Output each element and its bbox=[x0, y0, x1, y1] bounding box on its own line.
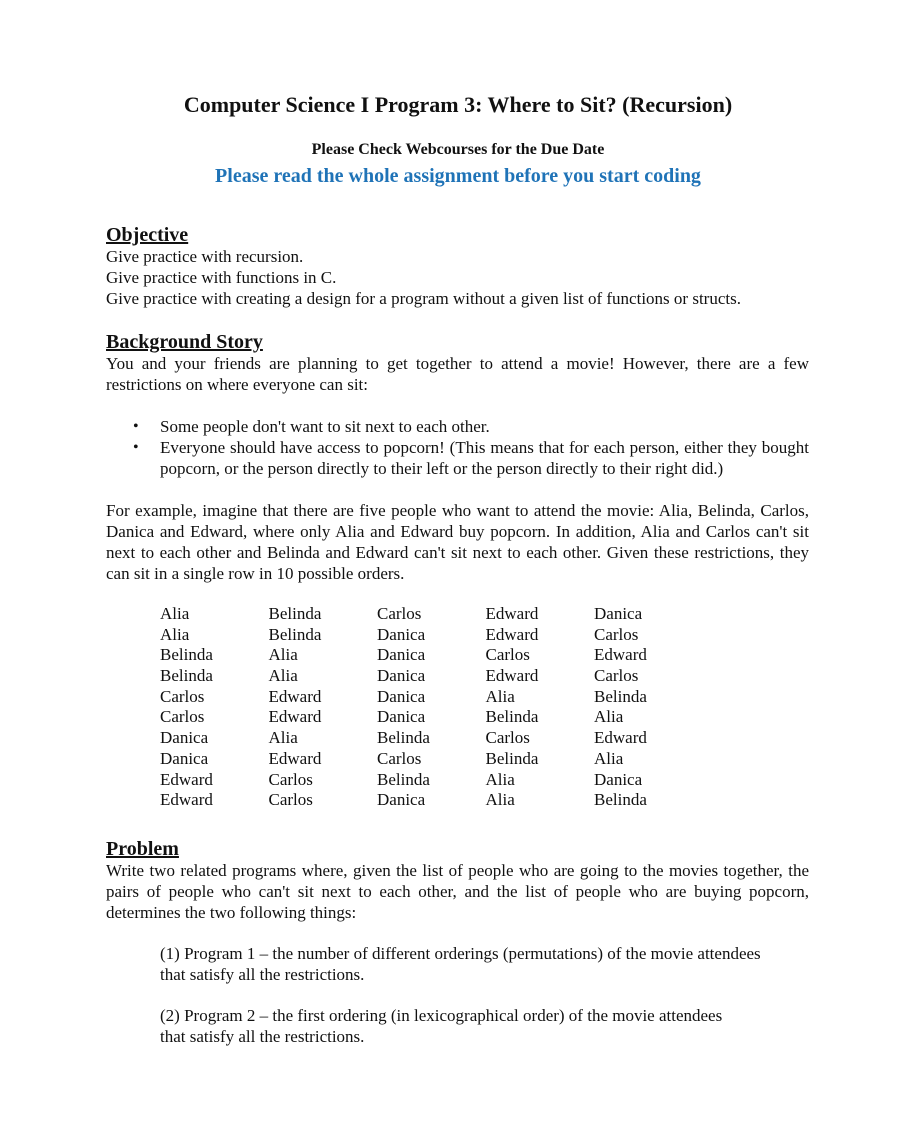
ordering-cell: Carlos bbox=[485, 728, 530, 748]
ordering-row bbox=[160, 748, 703, 769]
ordering-cell: Alia bbox=[268, 728, 298, 748]
ordering-cell: Alia bbox=[485, 790, 515, 810]
read-notice: Please read the whole assignment before you start coding bbox=[215, 165, 701, 187]
ordering-cell: Carlos bbox=[485, 645, 530, 665]
ordering-cell: Carlos bbox=[377, 604, 422, 623]
ordering-cell: Belinda bbox=[377, 728, 430, 748]
ordering-cell: Belinda bbox=[485, 748, 539, 768]
background-heading: Background Story bbox=[106, 331, 263, 353]
problem-heading: Problem bbox=[106, 838, 179, 860]
ordering-cell: Carlos bbox=[268, 790, 313, 810]
ordering-cell: Belinda bbox=[485, 707, 539, 727]
ordering-cell: Belinda bbox=[377, 769, 430, 789]
objective-list bbox=[106, 246, 809, 309]
ordering-row bbox=[160, 769, 703, 790]
ordering-row bbox=[160, 686, 703, 707]
ordering-cell: Carlos bbox=[160, 686, 205, 706]
ordering-cell: Belinda bbox=[160, 645, 213, 665]
bullet-icon: • bbox=[133, 418, 139, 435]
ordering-cell: Belinda bbox=[268, 604, 322, 623]
ordering-cell: Alia bbox=[594, 707, 624, 727]
ordering-cell: Edward bbox=[485, 604, 539, 623]
ordering-cell: Edward bbox=[268, 748, 322, 768]
problem-intro: Write two related programs where, given the list of people who are going to the movies together, the pairs of people who can't sit next to each other, and the list of people who are buying popcorn, determines the two following things: bbox=[106, 861, 809, 922]
ordering-cell: Belinda bbox=[268, 624, 322, 644]
ordering-row bbox=[160, 644, 703, 665]
ordering-cell: Edward bbox=[160, 790, 213, 810]
ordering-cell: Alia bbox=[594, 748, 624, 768]
ordering-cell: Danica bbox=[377, 645, 426, 665]
ordering-cell: Danica bbox=[377, 624, 426, 644]
ordering-cell: Alia bbox=[160, 624, 190, 644]
ordering-cell: Edward bbox=[594, 645, 647, 665]
ordering-cell: Alia bbox=[268, 666, 298, 686]
ordering-cell: Edward bbox=[485, 666, 539, 686]
ordering-cell: Belinda bbox=[594, 686, 647, 706]
restriction-list bbox=[106, 416, 809, 479]
ordering-row bbox=[160, 789, 703, 810]
orderings-table bbox=[160, 603, 703, 810]
due-date-note: Please Check Webcourses for the Due Date bbox=[311, 141, 605, 158]
ordering-cell: Danica bbox=[160, 748, 209, 768]
restriction-item: • Everyone should have access to popcorn! (This means that for each person, either they bought popcorn, or the person directly to their left or the person directly to their right did.) bbox=[133, 438, 809, 478]
ordering-row bbox=[160, 706, 703, 727]
ordering-cell: Danica bbox=[377, 707, 426, 727]
objective-line: Give practice with creating a design for a program without a given list of functions or structs. bbox=[106, 289, 741, 308]
ordering-row bbox=[160, 603, 703, 624]
ordering-cell: Danica bbox=[594, 769, 643, 789]
ordering-cell: Carlos bbox=[594, 624, 639, 644]
ordering-row bbox=[160, 727, 703, 748]
program-1-item bbox=[160, 943, 820, 985]
restriction-item: • Some people don't want to sit next to each other. bbox=[133, 417, 490, 436]
background-intro: You and your friends are planning to get together to attend a movie! However, there are a few restrictions on where everyone can sit: bbox=[106, 354, 809, 394]
ordering-cell: Danica bbox=[377, 686, 426, 706]
program-2-line: (2) Program 2 – the first ordering (in lexicographical order) of the movie attendees bbox=[160, 1006, 723, 1025]
ordering-cell: Danica bbox=[160, 728, 209, 748]
ordering-cell: Edward bbox=[268, 707, 322, 727]
ordering-cell: Carlos bbox=[594, 666, 639, 686]
ordering-cell: Edward bbox=[485, 624, 539, 644]
ordering-cell: Carlos bbox=[160, 707, 205, 727]
ordering-cell: Alia bbox=[485, 769, 515, 789]
ordering-cell: Alia bbox=[485, 686, 515, 706]
ordering-cell: Belinda bbox=[160, 666, 213, 686]
bullet-icon: • bbox=[133, 439, 139, 456]
program-1-line: that satisfy all the restrictions. bbox=[160, 965, 365, 984]
program-1-line: (1) Program 1 – the number of different orderings (permutations) of the movie attendees bbox=[160, 944, 761, 963]
ordering-cell: Carlos bbox=[268, 769, 313, 789]
objective-line: Give practice with functions in C. bbox=[106, 268, 337, 287]
page-title: Computer Science I Program 3: Where to Sit? (Recursion) bbox=[183, 92, 733, 117]
objective-heading: Objective bbox=[106, 224, 189, 246]
ordering-cell: Danica bbox=[377, 666, 426, 686]
ordering-cell: Edward bbox=[594, 728, 647, 748]
ordering-cell: Danica bbox=[594, 604, 643, 623]
ordering-cell: Belinda bbox=[594, 790, 647, 810]
example-paragraph: For example, imagine that there are five people who want to attend the movie: Alia, Belinda, Carlos, Danica and Edward, where only Alia and Edward buy popcorn. In addition, Alia and Carlos can't sit next to each other and Belinda and Edward can't sit next to each other. Given these restrictions, they can sit in a single row in 10 possible orders. bbox=[106, 501, 809, 583]
objective-line: Give practice with recursion. bbox=[106, 247, 304, 266]
ordering-cell: Alia bbox=[160, 604, 190, 623]
ordering-cell: Alia bbox=[268, 645, 298, 665]
ordering-cell: Danica bbox=[377, 790, 426, 810]
ordering-cell: Edward bbox=[268, 686, 322, 706]
program-2-item bbox=[160, 1005, 820, 1047]
ordering-cell: Carlos bbox=[377, 748, 422, 768]
program-2-line: that satisfy all the restrictions. bbox=[160, 1027, 365, 1046]
ordering-row bbox=[160, 665, 703, 686]
ordering-cell: Edward bbox=[160, 769, 213, 789]
ordering-row bbox=[160, 624, 703, 645]
